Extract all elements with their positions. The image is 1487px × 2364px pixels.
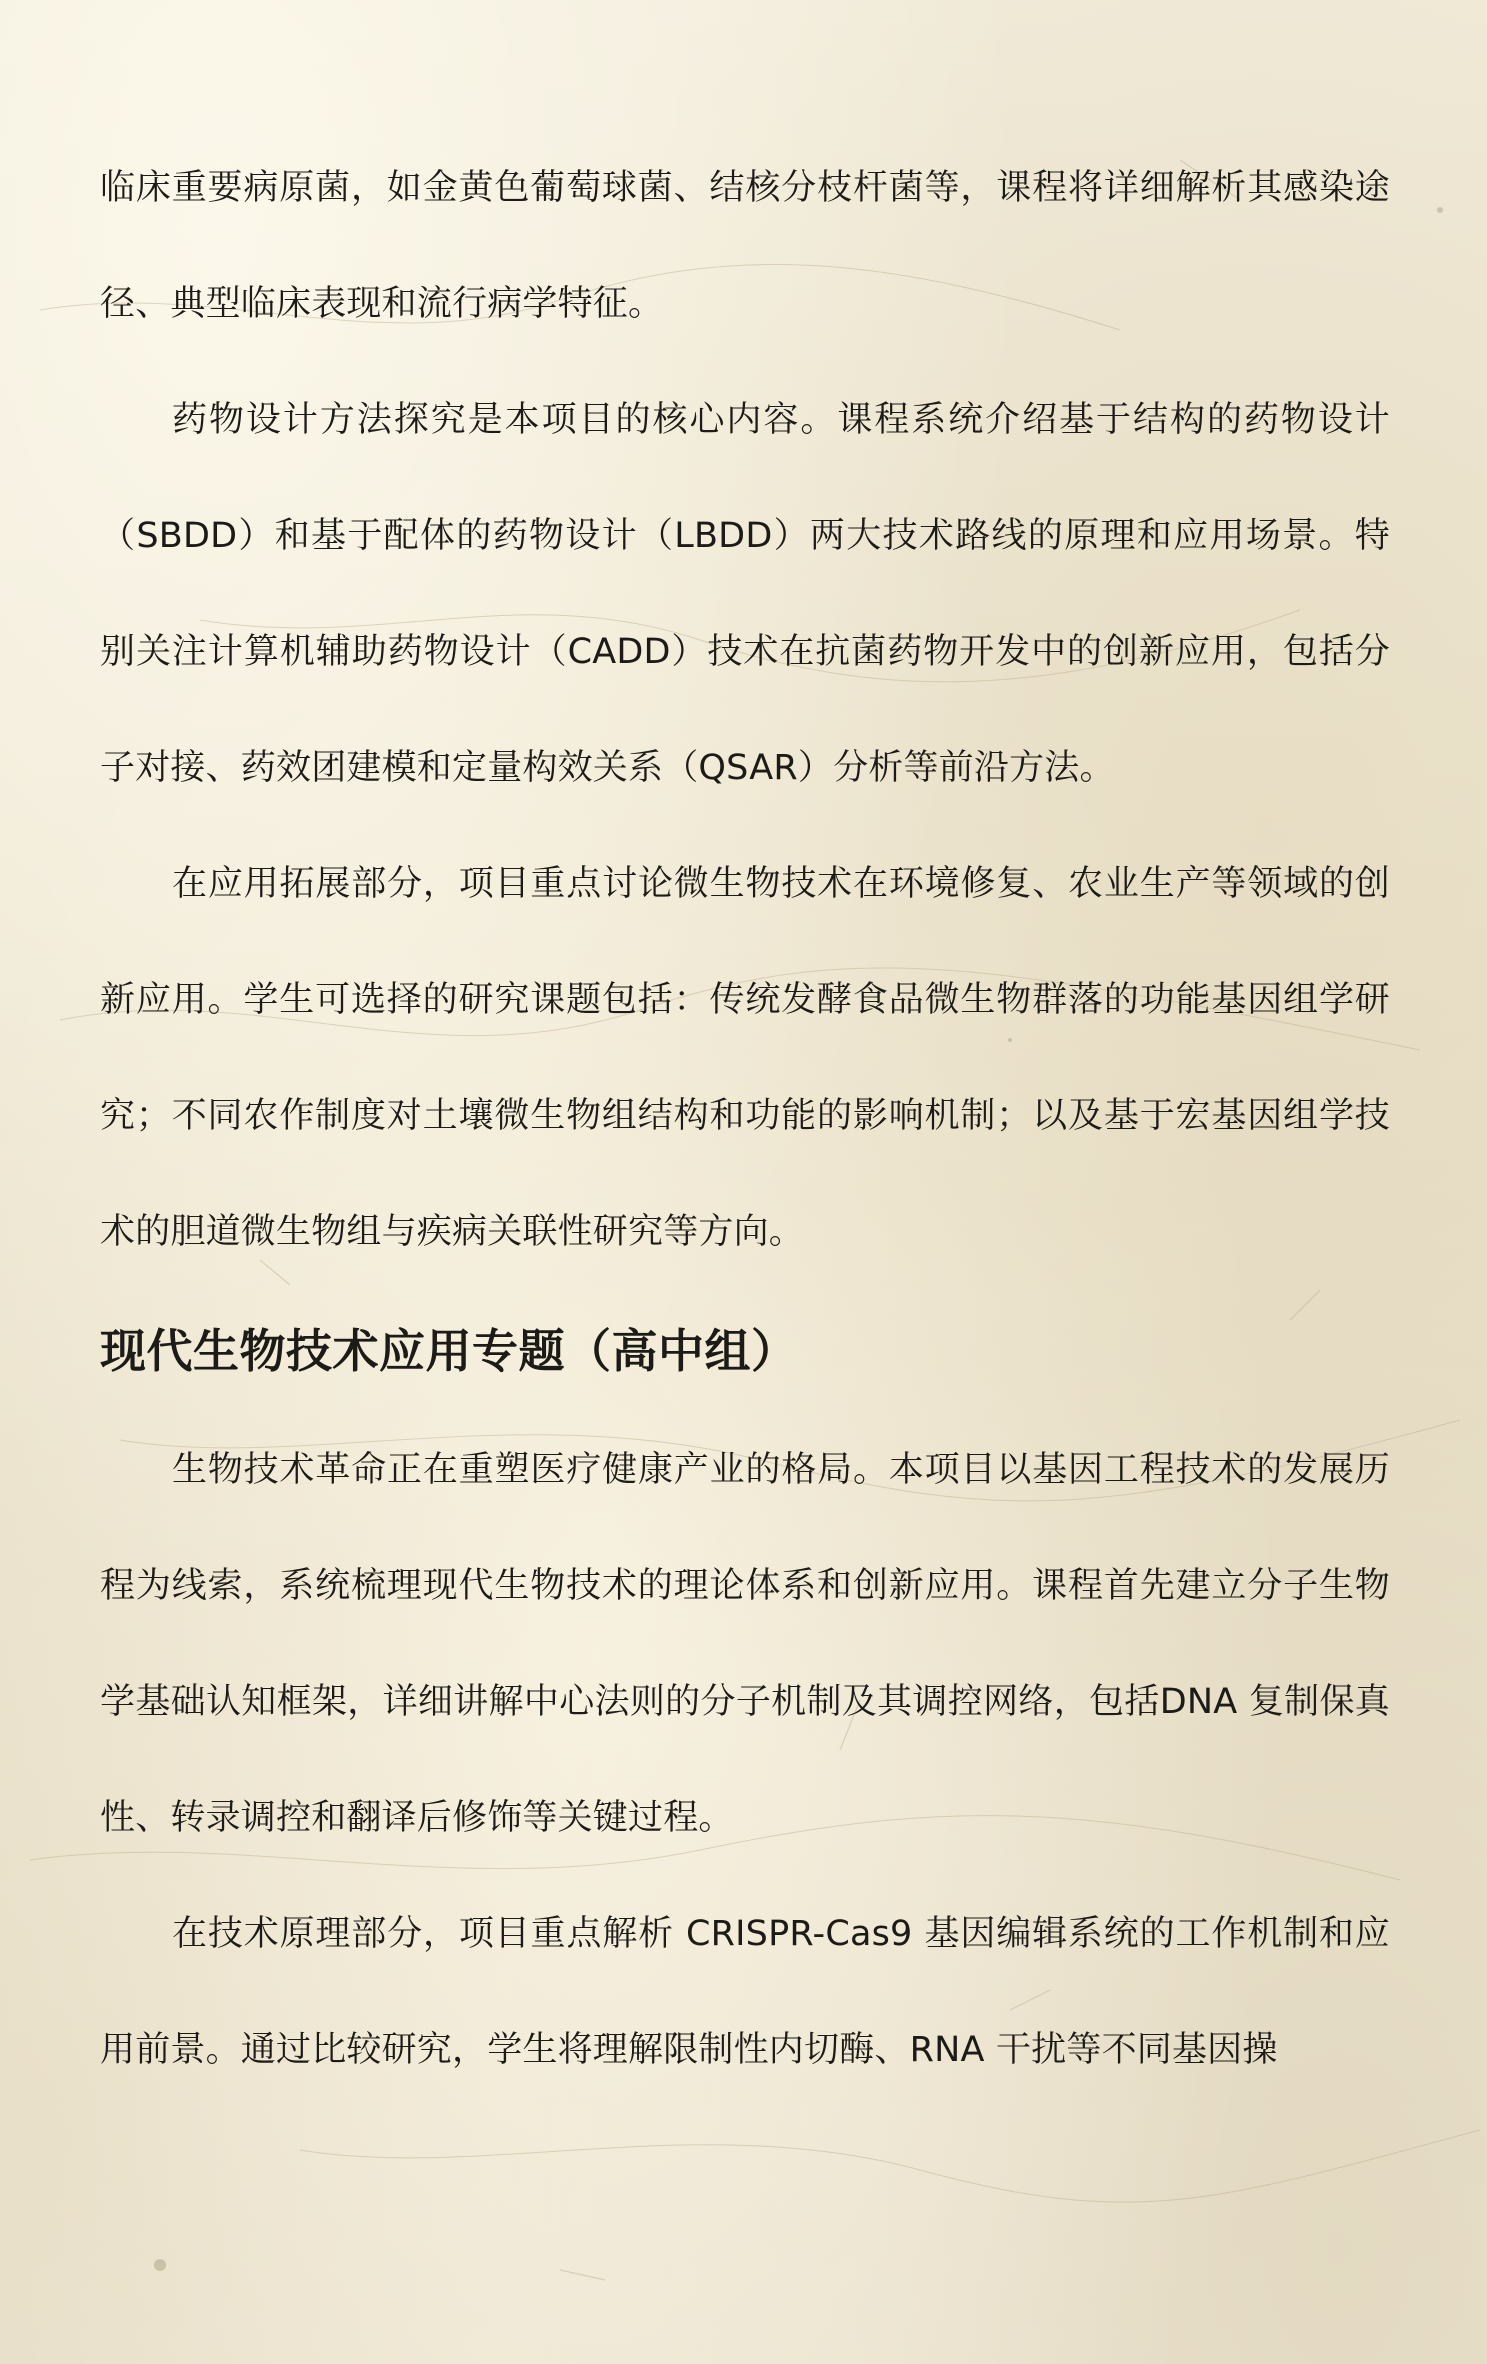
paragraph-biotech-intro: 生物技术革命正在重塑医疗健康产业的格局。本项目以基因工程技术的发展历程为线索，系统梳理现代生物技术的理论体系和创新应用。课程首先建立分子生物学基础认知框架，详细讲解中心法则的分子机制及其调控网络，包括DNA 复制保真性、转录调控和翻译后修饰等关键过程。 — [100, 1450, 1390, 1838]
document-body — [100, 130, 1390, 2108]
section-heading: 现代生物技术应用专题（高中组） — [100, 1324, 798, 1378]
paragraph-drug-design: 药物设计方法探究是本项目的核心内容。课程系统介绍基于结构的药物设计（SBDD）和基于配体的药物设计（LBDD）两大技术路线的原理和应用场景。特别关注计算机辅助药物设计（CADD）技术在抗菌药物开发中的创新应用，包括分子对接、药效团建模和定量构效关系（QSAR）分析等前沿方法。 — [100, 400, 1390, 788]
paragraph-applications: 在应用拓展部分，项目重点讨论微生物技术在环境修复、农业生产等领域的创新应用。学生可选择的研究课题包括：传统发酵食品微生物群落的功能基因组学研究；不同农作制度对土壤微生物组结构和功能的影响机制；以及基于宏基因组学技术的胆道微生物组与疾病关联性研究等方向。 — [100, 864, 1390, 1252]
paragraph-pathogens: 临床重要病原菌，如金黄色葡萄球菌、结核分枝杆菌等，课程将详细解析其感染途径、典型临床表现和流行病学特征。 — [100, 168, 1390, 324]
paragraph-technical-principles: 在技术原理部分，项目重点解析 CRISPR-Cas9 基因编辑系统的工作机制和应用前景。通过比较研究，学生将理解限制性内切酶、RNA 干扰等不同基因操 — [100, 1914, 1390, 2070]
